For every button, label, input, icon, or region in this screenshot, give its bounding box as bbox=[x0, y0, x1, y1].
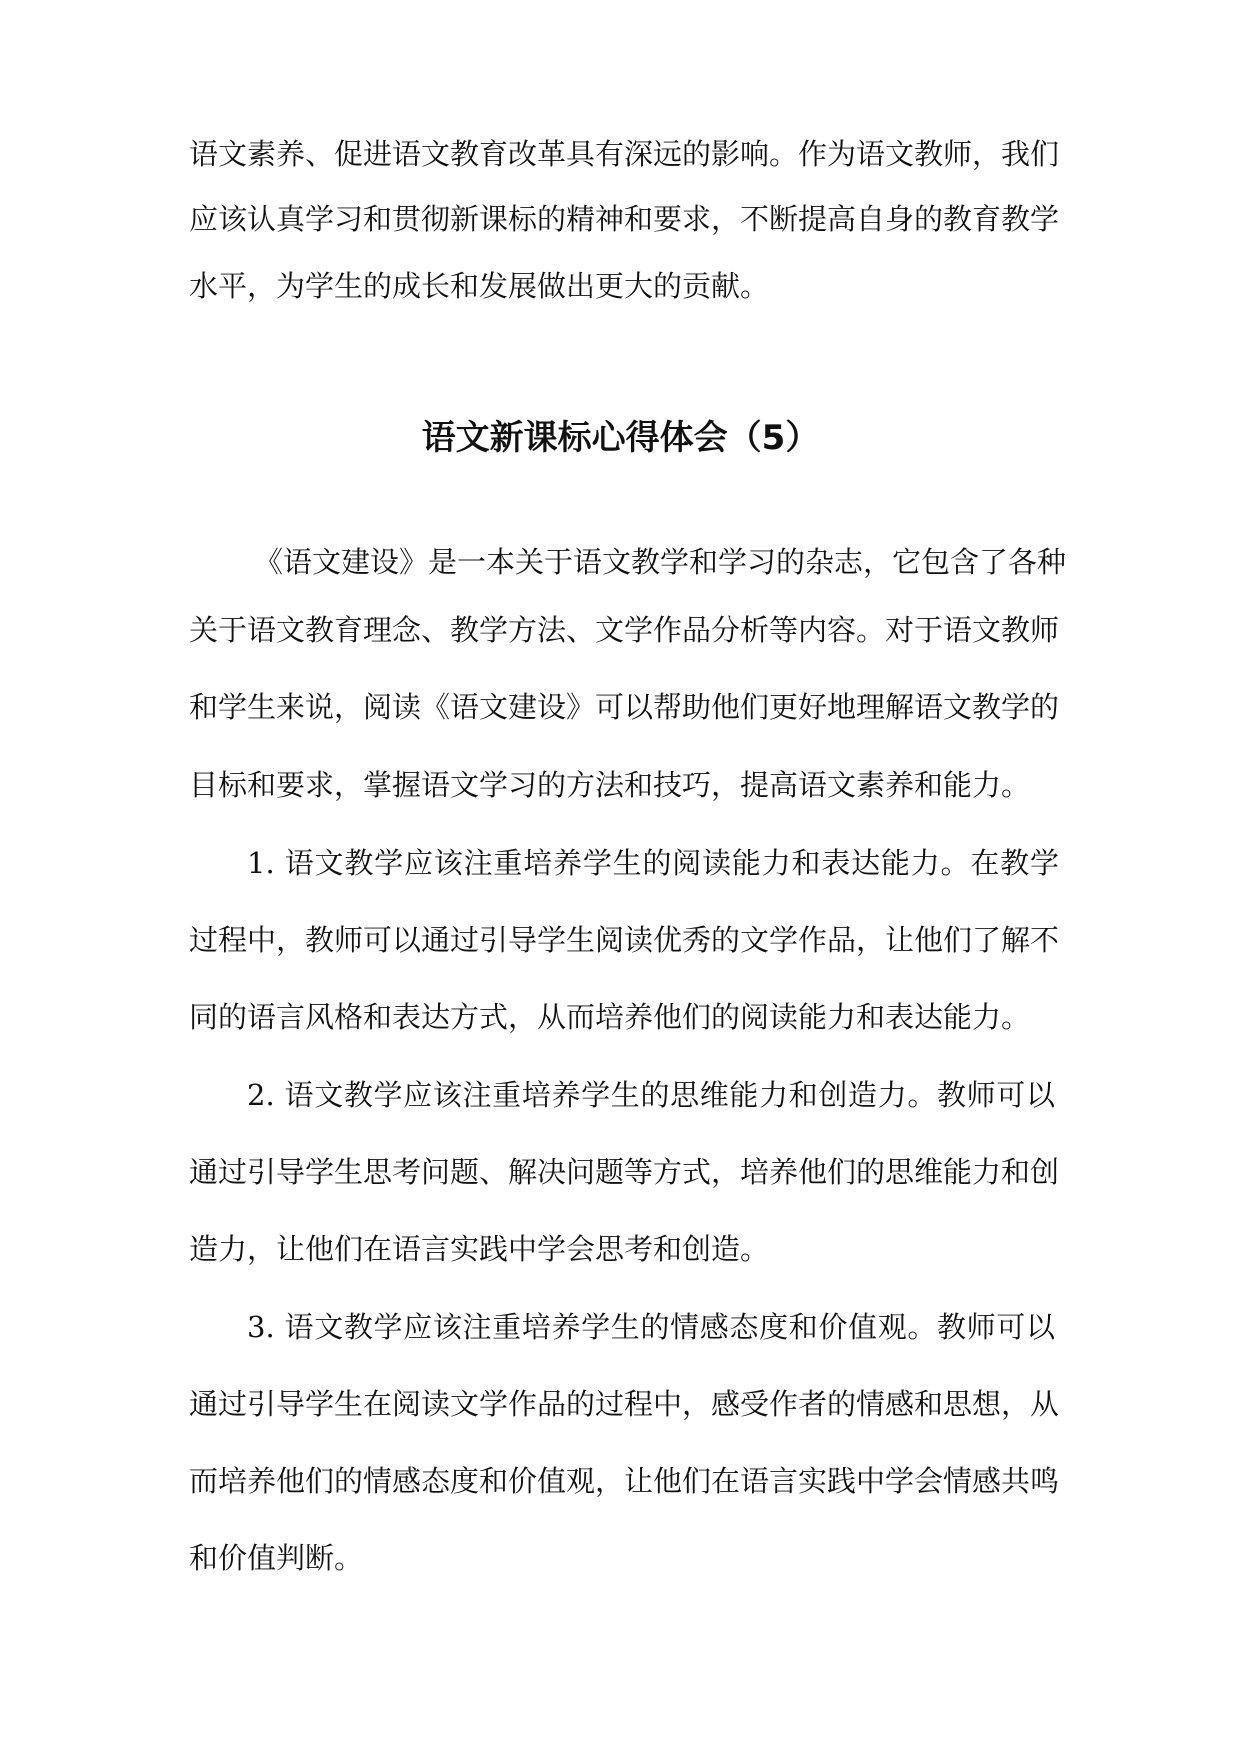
list-item-1-line-2: 过程中，教师可以通过引导学生阅读优秀的文学作品，让他们了解不 bbox=[189, 923, 1060, 957]
section-title: 语文新课标心得体会（5） bbox=[421, 418, 820, 458]
paragraph-1-line-4: 目标和要求，掌握语文学习的方法和技巧，提高语文素养和能力。 bbox=[189, 768, 1031, 802]
list-item-2-line-1: 2. 语文教学应该注重培养学生的思维能力和创造力。教师可以 bbox=[247, 1078, 1055, 1112]
list-item-3-line-2: 通过引导学生在阅读文学作品的过程中，感受作者的情感和思想，从 bbox=[189, 1387, 1060, 1421]
paragraph-1-line-1: 《语文建设》是一本关于语文教学和学习的杂志，它包含了各种 bbox=[254, 545, 1067, 579]
intro-line-2: 应该认真学习和贯彻新课标的精神和要求，不断提高自身的教育教学 bbox=[189, 202, 1060, 236]
paragraph-1-line-2: 关于语文教育理念、教学方法、文学作品分析等内容。对于语文教师 bbox=[189, 613, 1060, 647]
list-item-3-line-3: 而培养他们的情感态度和价值观，让他们在语言实践中学会情感共鸣 bbox=[189, 1464, 1060, 1498]
paragraph-1-line-3: 和学生来说，阅读《语文建设》可以帮助他们更好地理解语文教学的 bbox=[189, 690, 1060, 724]
list-item-1-line-3: 同的语言风格和表达方式，从而培养他们的阅读能力和表达能力。 bbox=[189, 1000, 1031, 1034]
list-item-3-line-1: 3. 语文教学应该注重培养学生的情感态度和价值观。教师可以 bbox=[247, 1310, 1055, 1344]
intro-line-3: 水平，为学生的成长和发展做出更大的贡献。 bbox=[189, 269, 770, 303]
intro-line-1: 语文素养、促进语文教育改革具有深远的影响。作为语文教师，我们 bbox=[189, 137, 1060, 171]
list-item-1-line-1: 1. 语文教学应该注重培养学生的阅读能力和表达能力。在教学 bbox=[247, 846, 1059, 880]
list-item-2-line-2: 通过引导学生思考问题、解决问题等方式，培养他们的思维能力和创 bbox=[189, 1155, 1060, 1189]
list-item-3-line-4: 和价值判断。 bbox=[189, 1541, 364, 1575]
list-item-2-line-3: 造力，让他们在语言实践中学会思考和创造。 bbox=[189, 1232, 770, 1266]
